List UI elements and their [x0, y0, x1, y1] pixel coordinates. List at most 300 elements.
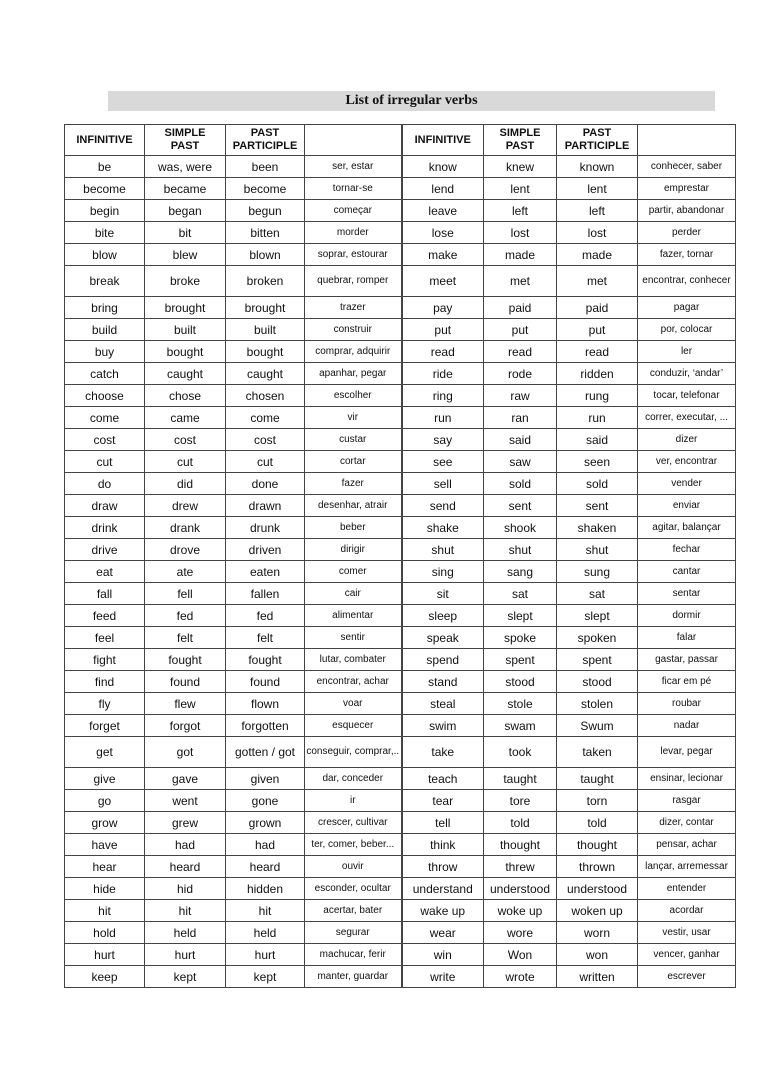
translation-cell: conseguir, comprar,..: [305, 737, 402, 768]
infinitive-cell: shut: [402, 539, 484, 561]
translation-cell: soprar, estourar: [305, 244, 402, 266]
translation-cell: voar: [305, 693, 402, 715]
infinitive-cell: be: [65, 156, 145, 178]
simple-past-cell: tore: [484, 790, 557, 812]
infinitive-cell: catch: [65, 363, 145, 385]
translation-cell: fechar: [638, 539, 736, 561]
simple-past-cell: cut: [145, 451, 226, 473]
translation-cell: esconder, ocultar: [305, 878, 402, 900]
translation-cell: ficar em pé: [638, 671, 736, 693]
translation-cell: dar, conceder: [305, 768, 402, 790]
infinitive-cell: ring: [402, 385, 484, 407]
infinitive-cell: sing: [402, 561, 484, 583]
simple-past-cell: fed: [145, 605, 226, 627]
irregular-verbs-table: [64, 124, 736, 988]
translation-cell: conduzir, ‘andar’: [638, 363, 736, 385]
translation-cell: ter, comer, beber...: [305, 834, 402, 856]
infinitive-cell: begin: [65, 200, 145, 222]
past-participle-cell: become: [226, 178, 305, 200]
translation-cell: acordar: [638, 900, 736, 922]
past-participle-cell: cut: [226, 451, 305, 473]
translation-cell: custar: [305, 429, 402, 451]
past-participle-cell: forgotten: [226, 715, 305, 737]
simple-past-cell: thought: [484, 834, 557, 856]
table-row: [65, 178, 736, 200]
translation-cell: desenhar, atrair: [305, 495, 402, 517]
simple-past-cell: drove: [145, 539, 226, 561]
past-participle-cell: done: [226, 473, 305, 495]
simple-past-cell: did: [145, 473, 226, 495]
past-participle-cell: said: [557, 429, 638, 451]
past-participle-cell: met: [557, 266, 638, 297]
simple-past-cell: wrote: [484, 966, 557, 988]
infinitive-cell: forget: [65, 715, 145, 737]
past-participle-cell: bought: [226, 341, 305, 363]
translation-cell: manter, guardar: [305, 966, 402, 988]
table-row: [65, 856, 736, 878]
translation-cell: trazer: [305, 297, 402, 319]
infinitive-cell: fly: [65, 693, 145, 715]
past-participle-cell: gotten / got: [226, 737, 305, 768]
infinitive-cell: cut: [65, 451, 145, 473]
translation-cell: começar: [305, 200, 402, 222]
table-row: [65, 944, 736, 966]
infinitive-cell: buy: [65, 341, 145, 363]
translation-cell: tocar, telefonar: [638, 385, 736, 407]
table-row: [65, 341, 736, 363]
translation-cell: gastar, passar: [638, 649, 736, 671]
past-participle-cell: begun: [226, 200, 305, 222]
translation-cell: pensar, achar: [638, 834, 736, 856]
simple-past-cell: gave: [145, 768, 226, 790]
past-participle-cell: grown: [226, 812, 305, 834]
translation-cell: emprestar: [638, 178, 736, 200]
infinitive-cell: fight: [65, 649, 145, 671]
infinitive-cell: hurt: [65, 944, 145, 966]
simple-past-cell: Won: [484, 944, 557, 966]
past-participle-cell: thought: [557, 834, 638, 856]
infinitive-cell: say: [402, 429, 484, 451]
past-participle-cell: Swum: [557, 715, 638, 737]
simple-past-cell: sat: [484, 583, 557, 605]
translation-cell: segurar: [305, 922, 402, 944]
simple-past-cell: found: [145, 671, 226, 693]
translation-cell: morder: [305, 222, 402, 244]
table-row: [65, 495, 736, 517]
infinitive-cell: lend: [402, 178, 484, 200]
infinitive-cell: shake: [402, 517, 484, 539]
infinitive-cell: put: [402, 319, 484, 341]
simple-past-cell: spoke: [484, 627, 557, 649]
translation-cell: cortar: [305, 451, 402, 473]
simple-past-cell: caught: [145, 363, 226, 385]
header-row: [65, 125, 736, 156]
simple-past-cell: grew: [145, 812, 226, 834]
translation-cell: roubar: [638, 693, 736, 715]
header-infinitive-2: INFINITIVE: [402, 125, 484, 156]
past-participle-cell: found: [226, 671, 305, 693]
past-participle-cell: ridden: [557, 363, 638, 385]
translation-cell: vir: [305, 407, 402, 429]
infinitive-cell: drive: [65, 539, 145, 561]
infinitive-cell: tell: [402, 812, 484, 834]
translation-cell: sentar: [638, 583, 736, 605]
past-participle-cell: rung: [557, 385, 638, 407]
header-past-participle-2: PAST PARTICIPLE: [557, 125, 638, 156]
infinitive-cell: leave: [402, 200, 484, 222]
header-translation: [305, 125, 402, 156]
table-row: [65, 385, 736, 407]
simple-past-cell: kept: [145, 966, 226, 988]
simple-past-cell: got: [145, 737, 226, 768]
translation-cell: falar: [638, 627, 736, 649]
translation-cell: dizer: [638, 429, 736, 451]
past-participle-cell: broken: [226, 266, 305, 297]
past-participle-cell: written: [557, 966, 638, 988]
infinitive-cell: spend: [402, 649, 484, 671]
table-row: [65, 407, 736, 429]
simple-past-cell: stole: [484, 693, 557, 715]
table-row: [65, 922, 736, 944]
infinitive-cell: grow: [65, 812, 145, 834]
translation-cell: fazer, tornar: [638, 244, 736, 266]
infinitive-cell: break: [65, 266, 145, 297]
past-participle-cell: stood: [557, 671, 638, 693]
simple-past-cell: sent: [484, 495, 557, 517]
past-participle-cell: fed: [226, 605, 305, 627]
simple-past-cell: stood: [484, 671, 557, 693]
infinitive-cell: know: [402, 156, 484, 178]
past-participle-cell: seen: [557, 451, 638, 473]
past-participle-cell: spoken: [557, 627, 638, 649]
past-participle-cell: brought: [226, 297, 305, 319]
infinitive-cell: bite: [65, 222, 145, 244]
past-participle-cell: hurt: [226, 944, 305, 966]
past-participle-cell: blown: [226, 244, 305, 266]
past-participle-cell: taught: [557, 768, 638, 790]
infinitive-cell: hit: [65, 900, 145, 922]
translation-cell: beber: [305, 517, 402, 539]
infinitive-cell: make: [402, 244, 484, 266]
table-row: [65, 363, 736, 385]
past-participle-cell: sold: [557, 473, 638, 495]
simple-past-cell: fell: [145, 583, 226, 605]
past-participle-cell: left: [557, 200, 638, 222]
simple-past-cell: drank: [145, 517, 226, 539]
translation-cell: rasgar: [638, 790, 736, 812]
infinitive-cell: keep: [65, 966, 145, 988]
past-participle-cell: held: [226, 922, 305, 944]
simple-past-cell: forgot: [145, 715, 226, 737]
table-row: [65, 671, 736, 693]
infinitive-cell: get: [65, 737, 145, 768]
past-participle-cell: hidden: [226, 878, 305, 900]
simple-past-cell: understood: [484, 878, 557, 900]
table-row: [65, 966, 736, 988]
simple-past-cell: bit: [145, 222, 226, 244]
past-participle-cell: torn: [557, 790, 638, 812]
past-participle-cell: told: [557, 812, 638, 834]
table-row: [65, 517, 736, 539]
past-participle-cell: gone: [226, 790, 305, 812]
infinitive-cell: choose: [65, 385, 145, 407]
simple-past-cell: hid: [145, 878, 226, 900]
simple-past-cell: felt: [145, 627, 226, 649]
simple-past-cell: paid: [484, 297, 557, 319]
simple-past-cell: held: [145, 922, 226, 944]
simple-past-cell: bought: [145, 341, 226, 363]
infinitive-cell: swim: [402, 715, 484, 737]
past-participle-cell: kept: [226, 966, 305, 988]
simple-past-cell: heard: [145, 856, 226, 878]
table-row: [65, 156, 736, 178]
infinitive-cell: pay: [402, 297, 484, 319]
infinitive-cell: hold: [65, 922, 145, 944]
simple-past-cell: ran: [484, 407, 557, 429]
translation-cell: correr, executar, ...: [638, 407, 736, 429]
translation-cell: agitar, balançar: [638, 517, 736, 539]
infinitive-cell: bring: [65, 297, 145, 319]
past-participle-cell: shut: [557, 539, 638, 561]
infinitive-cell: steal: [402, 693, 484, 715]
past-participle-cell: given: [226, 768, 305, 790]
table-row: [65, 319, 736, 341]
table-row: [65, 222, 736, 244]
simple-past-cell: took: [484, 737, 557, 768]
infinitive-cell: ride: [402, 363, 484, 385]
translation-cell: comer: [305, 561, 402, 583]
simple-past-cell: told: [484, 812, 557, 834]
infinitive-cell: read: [402, 341, 484, 363]
infinitive-cell: drink: [65, 517, 145, 539]
table-row: [65, 473, 736, 495]
infinitive-cell: tear: [402, 790, 484, 812]
table-row: [65, 812, 736, 834]
translation-cell: esquecer: [305, 715, 402, 737]
infinitive-cell: send: [402, 495, 484, 517]
translation-cell: ver, encontrar: [638, 451, 736, 473]
past-participle-cell: put: [557, 319, 638, 341]
past-participle-cell: sat: [557, 583, 638, 605]
translation-cell: vestir, usar: [638, 922, 736, 944]
simple-past-cell: was, were: [145, 156, 226, 178]
past-participle-cell: paid: [557, 297, 638, 319]
past-participle-cell: taken: [557, 737, 638, 768]
translation-cell: apanhar, pegar: [305, 363, 402, 385]
table-row: [65, 715, 736, 737]
simple-past-cell: built: [145, 319, 226, 341]
infinitive-cell: hear: [65, 856, 145, 878]
table-row: [65, 539, 736, 561]
translation-cell: lançar, arremessar: [638, 856, 736, 878]
translation-cell: nadar: [638, 715, 736, 737]
table-row: [65, 627, 736, 649]
translation-cell: partir, abandonar: [638, 200, 736, 222]
translation-cell: crescer, cultivar: [305, 812, 402, 834]
past-participle-cell: sung: [557, 561, 638, 583]
translation-cell: levar, pegar: [638, 737, 736, 768]
past-participle-cell: read: [557, 341, 638, 363]
past-participle-cell: lent: [557, 178, 638, 200]
translation-cell: escrever: [638, 966, 736, 988]
table-row: [65, 605, 736, 627]
simple-past-cell: taught: [484, 768, 557, 790]
simple-past-cell: wore: [484, 922, 557, 944]
past-participle-cell: heard: [226, 856, 305, 878]
simple-past-cell: broke: [145, 266, 226, 297]
infinitive-cell: find: [65, 671, 145, 693]
simple-past-cell: ate: [145, 561, 226, 583]
simple-past-cell: slept: [484, 605, 557, 627]
simple-past-cell: had: [145, 834, 226, 856]
simple-past-cell: put: [484, 319, 557, 341]
table-row: [65, 244, 736, 266]
simple-past-cell: lent: [484, 178, 557, 200]
past-participle-cell: driven: [226, 539, 305, 561]
past-participle-cell: fought: [226, 649, 305, 671]
past-participle-cell: flown: [226, 693, 305, 715]
simple-past-cell: met: [484, 266, 557, 297]
infinitive-cell: draw: [65, 495, 145, 517]
table-row: [65, 900, 736, 922]
simple-past-cell: came: [145, 407, 226, 429]
past-participle-cell: known: [557, 156, 638, 178]
translation-cell: encontrar, conhecer: [638, 266, 736, 297]
past-participle-cell: shaken: [557, 517, 638, 539]
past-participle-cell: won: [557, 944, 638, 966]
infinitive-cell: give: [65, 768, 145, 790]
page-title: List of irregular verbs: [345, 93, 478, 108]
translation-cell: fazer: [305, 473, 402, 495]
simple-past-cell: rode: [484, 363, 557, 385]
infinitive-cell: throw: [402, 856, 484, 878]
header-simple-past-2: SIMPLE PAST: [484, 125, 557, 156]
table-row: [65, 583, 736, 605]
table-row: [65, 451, 736, 473]
simple-past-cell: lost: [484, 222, 557, 244]
simple-past-cell: swam: [484, 715, 557, 737]
infinitive-cell: understand: [402, 878, 484, 900]
simple-past-cell: chose: [145, 385, 226, 407]
simple-past-cell: shut: [484, 539, 557, 561]
infinitive-cell: build: [65, 319, 145, 341]
past-participle-cell: felt: [226, 627, 305, 649]
translation-cell: cair: [305, 583, 402, 605]
past-participle-cell: lost: [557, 222, 638, 244]
translation-cell: ouvir: [305, 856, 402, 878]
translation-cell: por, colocar: [638, 319, 736, 341]
past-participle-cell: fallen: [226, 583, 305, 605]
past-participle-cell: woken up: [557, 900, 638, 922]
infinitive-cell: do: [65, 473, 145, 495]
past-participle-cell: worn: [557, 922, 638, 944]
table-row: [65, 200, 736, 222]
simple-past-cell: drew: [145, 495, 226, 517]
simple-past-cell: read: [484, 341, 557, 363]
past-participle-cell: come: [226, 407, 305, 429]
infinitive-cell: become: [65, 178, 145, 200]
simple-past-cell: knew: [484, 156, 557, 178]
past-participle-cell: chosen: [226, 385, 305, 407]
table-row: [65, 561, 736, 583]
past-participle-cell: thrown: [557, 856, 638, 878]
simple-past-cell: said: [484, 429, 557, 451]
table-row: [65, 790, 736, 812]
translation-cell: machucar, ferir: [305, 944, 402, 966]
past-participle-cell: had: [226, 834, 305, 856]
translation-cell: perder: [638, 222, 736, 244]
translation-cell: ser, estar: [305, 156, 402, 178]
translation-cell: dormir: [638, 605, 736, 627]
table-row: [65, 429, 736, 451]
infinitive-cell: wear: [402, 922, 484, 944]
past-participle-cell: drawn: [226, 495, 305, 517]
table-row: [65, 737, 736, 768]
verb-rows: [65, 156, 736, 988]
simple-past-cell: saw: [484, 451, 557, 473]
translation-cell: quebrar, romper: [305, 266, 402, 297]
past-participle-cell: drunk: [226, 517, 305, 539]
infinitive-cell: stand: [402, 671, 484, 693]
past-participle-cell: stolen: [557, 693, 638, 715]
translation-cell: acertar, bater: [305, 900, 402, 922]
translation-cell: ir: [305, 790, 402, 812]
infinitive-cell: write: [402, 966, 484, 988]
infinitive-cell: have: [65, 834, 145, 856]
translation-cell: tornar-se: [305, 178, 402, 200]
past-participle-cell: sent: [557, 495, 638, 517]
infinitive-cell: teach: [402, 768, 484, 790]
infinitive-cell: feed: [65, 605, 145, 627]
translation-cell: alimentar: [305, 605, 402, 627]
infinitive-cell: win: [402, 944, 484, 966]
header-simple-past: SIMPLE PAST: [145, 125, 226, 156]
infinitive-cell: come: [65, 407, 145, 429]
simple-past-cell: went: [145, 790, 226, 812]
simple-past-cell: hurt: [145, 944, 226, 966]
header-translation-2: [638, 125, 736, 156]
simple-past-cell: blew: [145, 244, 226, 266]
simple-past-cell: made: [484, 244, 557, 266]
past-participle-cell: been: [226, 156, 305, 178]
infinitive-cell: run: [402, 407, 484, 429]
past-participle-cell: caught: [226, 363, 305, 385]
table-row: [65, 768, 736, 790]
translation-cell: escolher: [305, 385, 402, 407]
simple-past-cell: sold: [484, 473, 557, 495]
table-row: [65, 878, 736, 900]
translation-cell: vender: [638, 473, 736, 495]
simple-past-cell: threw: [484, 856, 557, 878]
table-row: [65, 693, 736, 715]
simple-past-cell: sang: [484, 561, 557, 583]
past-participle-cell: eaten: [226, 561, 305, 583]
simple-past-cell: brought: [145, 297, 226, 319]
past-participle-cell: understood: [557, 878, 638, 900]
past-participle-cell: made: [557, 244, 638, 266]
table-row: [65, 649, 736, 671]
header-infinitive: INFINITIVE: [65, 125, 145, 156]
translation-cell: cantar: [638, 561, 736, 583]
simple-past-cell: began: [145, 200, 226, 222]
translation-cell: ensinar, lecionar: [638, 768, 736, 790]
past-participle-cell: built: [226, 319, 305, 341]
infinitive-cell: feel: [65, 627, 145, 649]
translation-cell: conhecer, saber: [638, 156, 736, 178]
table-row: [65, 297, 736, 319]
simple-past-cell: flew: [145, 693, 226, 715]
infinitive-cell: go: [65, 790, 145, 812]
